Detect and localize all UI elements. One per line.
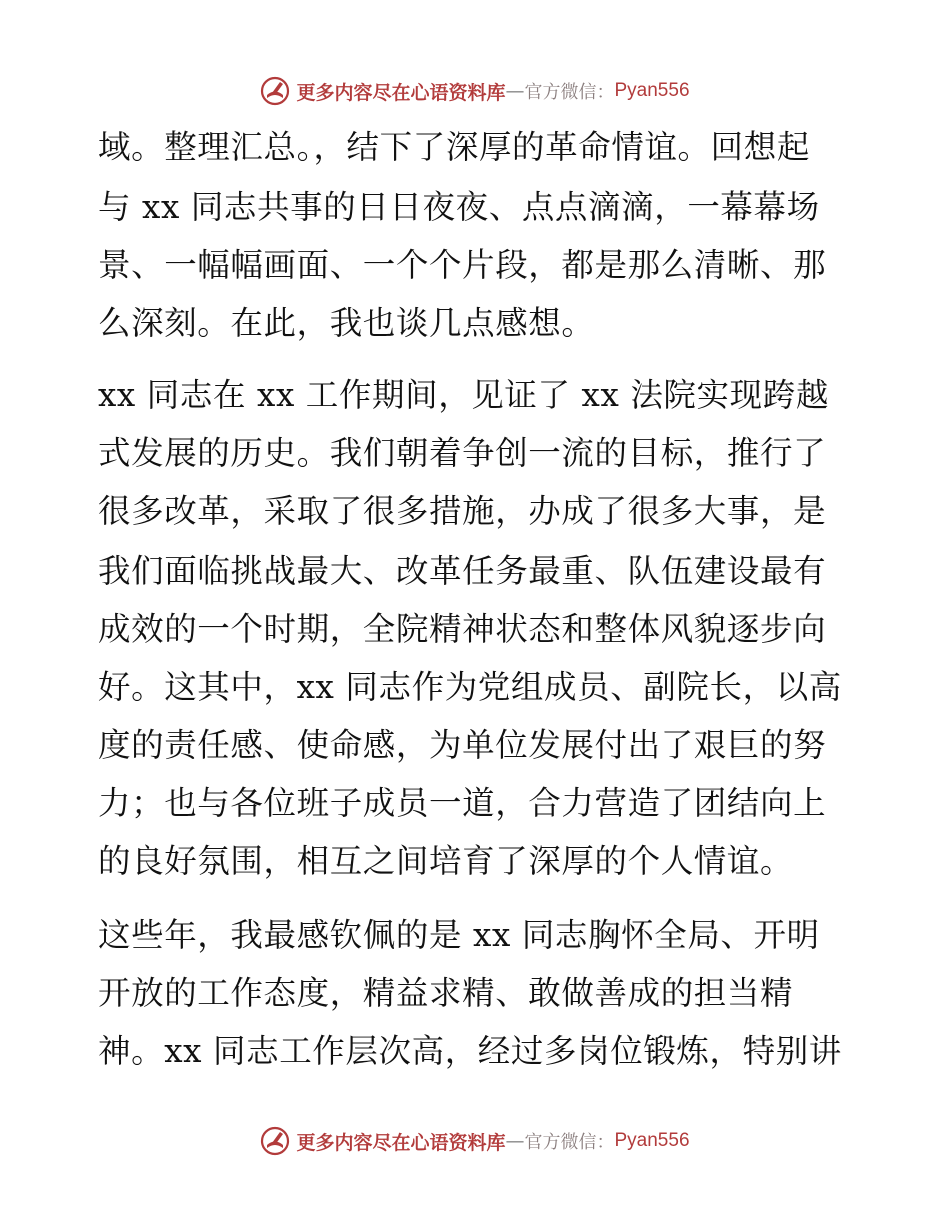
banner-text: 更多内容尽在心语资料库 bbox=[296, 81, 506, 104]
text-line: 与 xx 同志共事的日日夜夜、点点滴滴，一幕幕场 bbox=[98, 188, 820, 226]
banner-dash: — bbox=[505, 1130, 525, 1152]
text-line: 度的责任感、使命感，为单位发展付出了艰巨的努 bbox=[98, 726, 827, 764]
banner-wechat-id: Pyan556 bbox=[614, 80, 690, 101]
text-line: 景、一幅幅画面、一个个片段，都是那么清晰、那 bbox=[98, 246, 827, 284]
text-line: 神。xx 同志工作层次高，经过多岗位锻炼，特别讲 bbox=[98, 1032, 842, 1070]
text-line: 好。这其中，xx 同志作为党组成员、副院长，以高 bbox=[98, 668, 842, 706]
banner-wechat-id: Pyan556 bbox=[614, 1130, 690, 1151]
text-line: 这些年，我最感钦佩的是 xx 同志胸怀全局、开明 bbox=[98, 916, 820, 954]
banner-wechat-label: 官方微信： bbox=[524, 1132, 615, 1153]
text-line: 域。整理汇总。，结下了深厚的革命情谊。回想起 bbox=[98, 128, 810, 166]
header-banner bbox=[0, 74, 950, 108]
text-line: 的良好氛围，相互之间培育了深厚的个人情谊。 bbox=[98, 842, 794, 880]
footer-banner bbox=[0, 1124, 950, 1158]
book-pen-logo-icon bbox=[260, 76, 290, 106]
text-line: 开放的工作态度，精益求精、敢做善成的担当精 bbox=[98, 974, 794, 1012]
text-line: 成效的一个时期，全院精神状态和整体风貌逐步向 bbox=[98, 610, 827, 648]
text-line: 力；也与各位班子成员一道，合力营造了团结向上 bbox=[98, 784, 827, 822]
text-line: 式发展的历史。我们朝着争创一流的目标，推行了 bbox=[98, 434, 827, 472]
book-pen-logo-icon bbox=[260, 1126, 290, 1156]
text-line: 么深刻。在此，我也谈几点感想。 bbox=[98, 304, 595, 342]
text-line: 我们面临挑战最大、改革任务最重、队伍建设最有 bbox=[98, 552, 827, 590]
banner-wechat-label: 官方微信： bbox=[524, 82, 615, 103]
text-line: xx 同志在 xx 工作期间，见证了 xx 法院实现跨越 bbox=[98, 376, 829, 414]
banner-dash: — bbox=[505, 80, 525, 102]
banner-text: 更多内容尽在心语资料库 bbox=[296, 1131, 506, 1154]
text-line: 很多改革，采取了很多措施，办成了很多大事，是 bbox=[98, 492, 827, 530]
